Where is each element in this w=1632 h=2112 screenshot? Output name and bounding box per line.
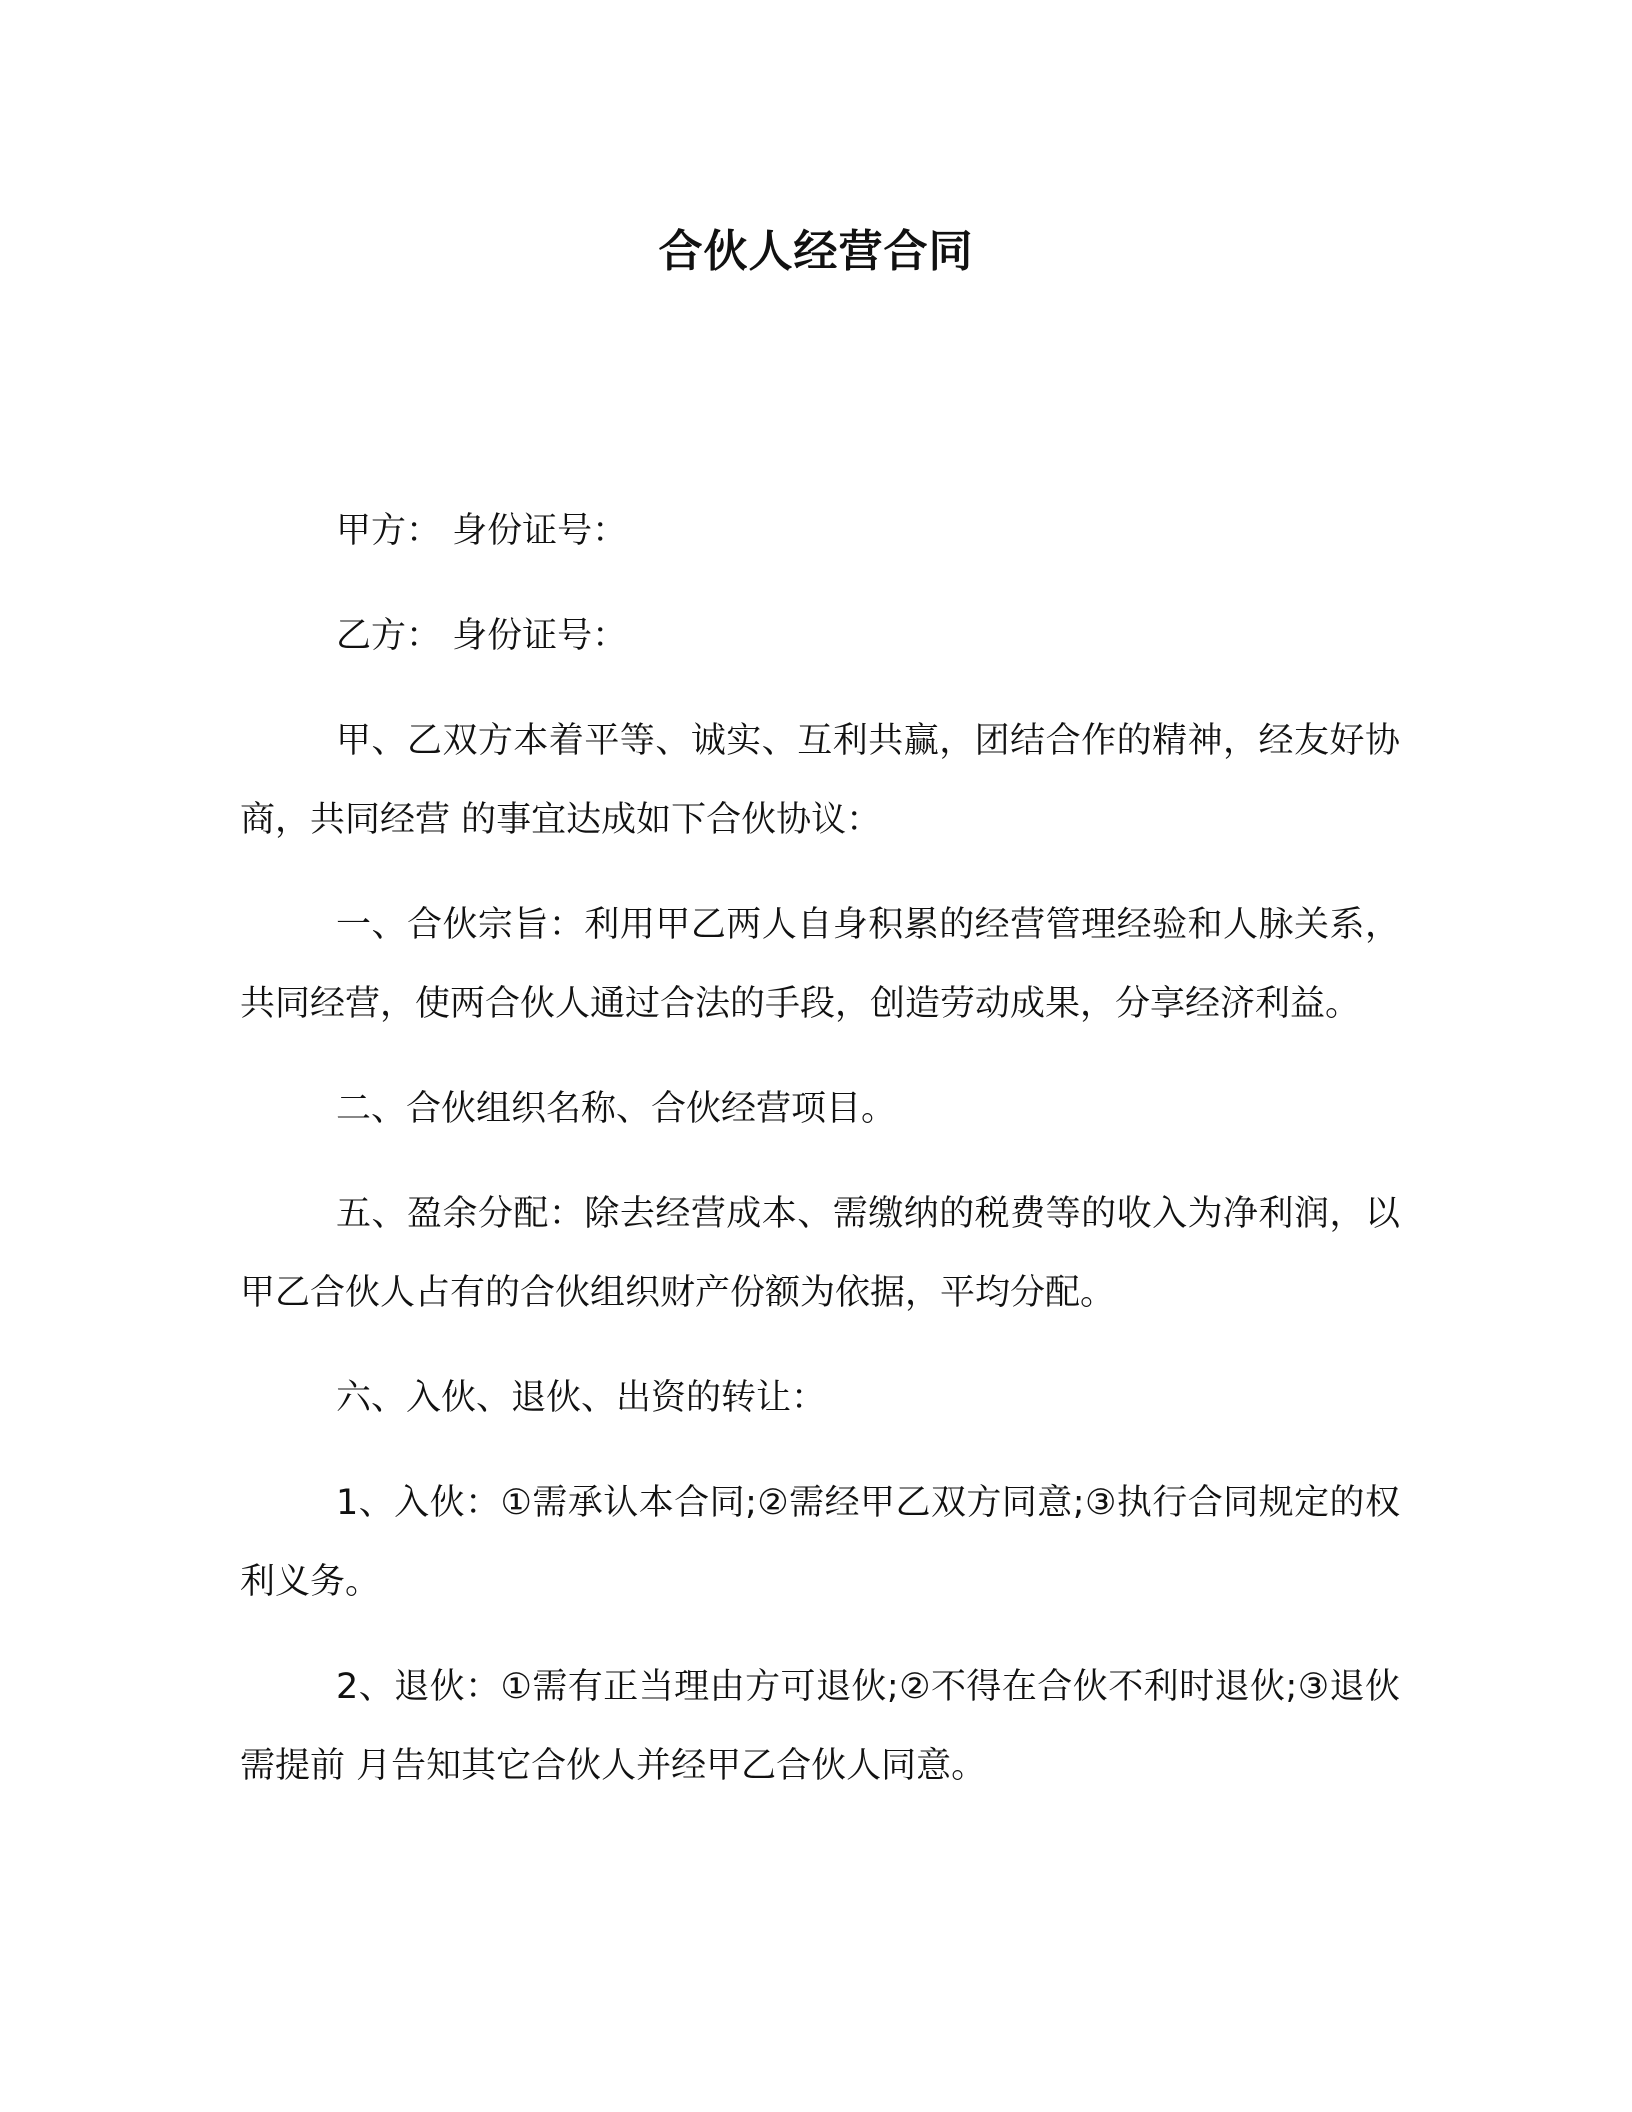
clause-name-and-project: 二、合伙组织名称、合伙经营项目。 [336,1089,897,1129]
clause-admission: 1、入伙：①需承认本合同;②需经甲乙双方同意;③执行合同规定的权利义务。 [240,1483,1400,1602]
document-body [240,492,1400,1832]
party-b-line: 乙方： 身份证号： [336,616,628,656]
clause-purpose: 一、合伙宗旨：利用甲乙两人自身积累的经营管理经验和人脉关系，共同经营，使两合伙人通过合法的手段，创造劳动成果，分享经济利益。 [240,905,1400,1024]
document-title: 合伙人经营合同 [658,226,974,277]
clause-admission-withdrawal: 六、入伙、退伙、出资的转让： [336,1378,827,1418]
clause-profit-distribution: 五、盈余分配：除去经营成本、需缴纳的税费等的收入为净利润，以甲乙合伙人占有的合伙组织财产份额为依据，平均分配。 [240,1194,1400,1313]
preamble-paragraph: 甲、乙双方本着平等、诚实、互利共赢，团结合作的精神，经友好协商，共同经营 的事宜达成如下合伙协议： [240,721,1400,840]
party-a-line: 甲方： 身份证号： [336,511,628,551]
clause-withdrawal: 2、退伙：①需有正当理由方可退伙;②不得在合伙不利时退伙;③退伙需提前 月告知其它合伙人并经甲乙合伙人同意。 [240,1667,1400,1786]
